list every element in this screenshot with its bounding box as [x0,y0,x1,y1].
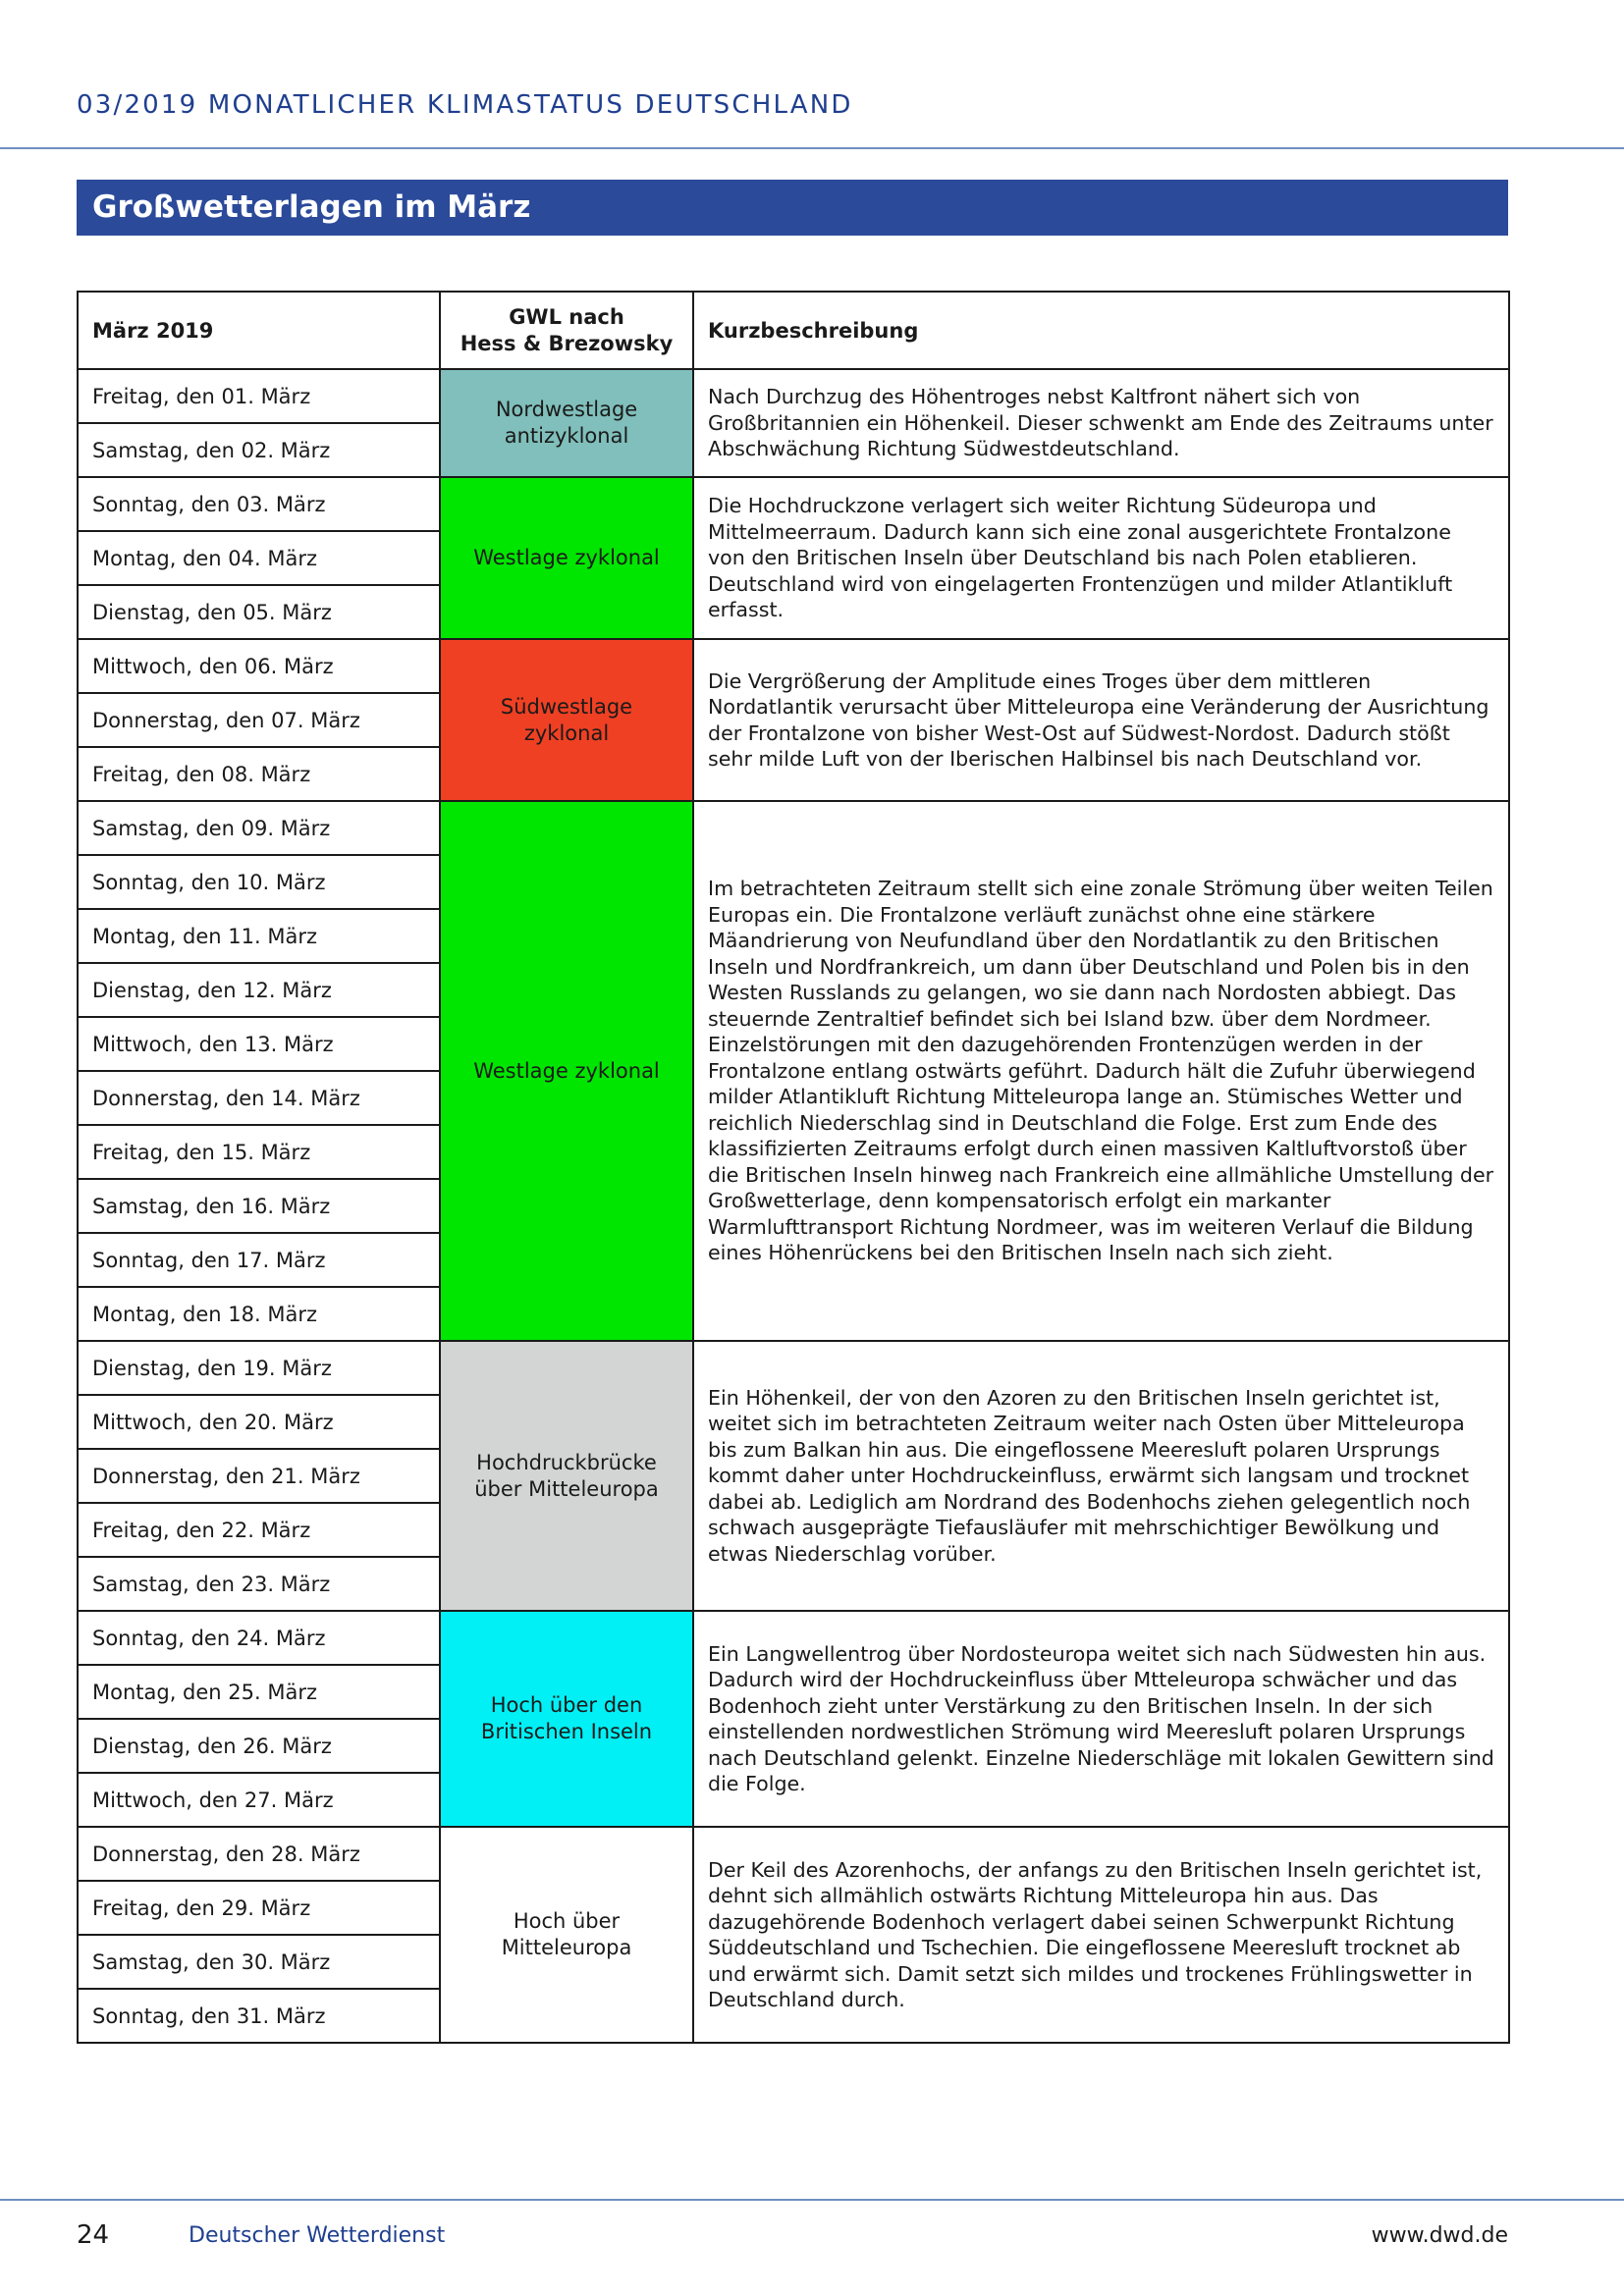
gwl-table [77,291,1510,2044]
date-cell: Freitag, den 15. März [78,1125,440,1179]
date-cell: Freitag, den 29. März [78,1881,440,1935]
description-cell: Im betrachteten Zeitraum stellt sich eine zonale Strömung über weiten Teilen Europas ein. Die Frontalzone verläuft zunächst ohne eine stärkere Mäandrierung von Neufundland über den Nordatlantik zu den Britischen Inseln und Nordfrankreich, um dann über Deutschland und Polen bis in den Westen Russlands zu gelangen, wo sie dann nach Nordosten abbiegt. Das steuernde Zentraltief befindet sich bei Island bzw. über dem Nordmeer. Einzelstörungen mit den dazugehörenden Frontenzügen werden in der Frontalzone entlang ostwärts geführt. Dadurch hält die Zufuhr überwiegend milder Atlantikluft Richtung Mitteleuropa lange an. Stümisches Wetter und reichlich Niederschlag sind in Deutschland die Folge. Erst zum Ende des klassifizierten Zeitraums erfolgt durch einen massiven Kaltluftvorstoß über die Britischen Inseln hinweg nach Frankreich eine allmähliche Umstellung der Großwetterlage, denn kompensatorisch erfolgt ein markanter Warmlufttransport Richtung Nordmeer, was im weiteren Verlauf die Bildung eines Höhenrückens bei den Britischen Inseln nach sich zieht. [693,801,1509,1341]
website-url: www.dwd.de [1371,2223,1508,2248]
gwl-type-label: antizyklonal [504,424,629,448]
gwl-type-label: Südwestlage [500,694,633,719]
table-row [78,639,1509,693]
description-cell: Die Hochdruckzone verlagert sich weiter Richtung Südeuropa und Mittelmeerraum. Dadurch kann sich eine zonal ausgerichtete Frontalzone von den Britischen Inseln über Deutschland bis nach Polen etablieren. Deutschland wird von eingelagerten Frontenzügen und milder Atlantikluft erfasst. [693,477,1509,639]
gwl-type-cell [440,1341,693,1611]
date-cell: Dienstag, den 26. März [78,1719,440,1773]
gwl-type-label: Westlage zyklonal [473,1058,660,1083]
date-cell: Dienstag, den 19. März [78,1341,440,1395]
date-cell: Sonntag, den 24. März [78,1611,440,1665]
table-row [78,1827,1509,1881]
header-gwl-line2: Hess & Brezowsky [460,331,674,355]
date-cell: Montag, den 04. März [78,531,440,585]
gwl-type-label: Mitteleuropa [501,1936,632,1959]
date-cell: Samstag, den 30. März [78,1935,440,1989]
date-cell: Samstag, den 23. März [78,1557,440,1611]
gwl-type-cell [440,801,693,1341]
gwl-type-cell [440,369,693,477]
date-cell: Samstag, den 09. März [78,801,440,855]
date-cell: Dienstag, den 05. März [78,585,440,639]
gwl-type-cell [440,477,693,639]
table-header-row [78,292,1509,369]
gwl-type-cell [440,1827,693,2043]
gwl-type-label: Westlage zyklonal [473,546,660,569]
date-cell: Samstag, den 16. März [78,1179,440,1233]
header-description: Kurzbeschreibung [693,292,1509,369]
date-cell: Mittwoch, den 13. März [78,1017,440,1071]
description-cell: Nach Durchzug des Höhentroges nebst Kaltfront nähert sich von Großbritannien ein Höhenkeil. Dieser schwenkt am Ende des Zeitraums unter Abschwächung Richtung Südwestdeutschland. [693,369,1509,477]
header-gwl [440,292,693,369]
gwl-type-label: Hoch über [513,1909,621,1933]
gwl-type-label: Britischen Inseln [480,1720,653,1743]
date-cell: Freitag, den 01. März [78,369,440,423]
header-gwl-line1: GWL nach [509,304,624,329]
page-number: 24 [77,2220,110,2250]
date-cell: Sonntag, den 17. März [78,1233,440,1287]
date-cell: Sonntag, den 10. März [78,855,440,909]
header-divider [0,147,1624,149]
date-cell: Mittwoch, den 06. März [78,639,440,693]
gwl-type-label: Hoch über den [490,1693,643,1717]
date-cell: Donnerstag, den 07. März [78,693,440,747]
date-cell: Mittwoch, den 27. März [78,1773,440,1827]
table-row [78,1611,1509,1665]
gwl-type-label: Nordwestlage [495,398,638,421]
header-date: März 2019 [78,292,440,369]
table-row [78,369,1509,423]
gwl-type-cell [440,639,693,801]
date-cell: Freitag, den 08. März [78,747,440,801]
date-cell: Donnerstag, den 28. März [78,1827,440,1881]
table-row [78,801,1509,855]
table-body [78,369,1509,2043]
date-cell: Montag, den 25. März [78,1665,440,1719]
date-cell: Samstag, den 02. März [78,423,440,477]
description-cell: Der Keil des Azorenhochs, der anfangs zu den Britischen Inseln gerichtet ist, dehnt sich allmählich ostwärts Richtung Mitteleuropa hin aus. Das dazugehörende Bodenhoch verlagert dabei seinen Schwerpunkt Richtung Süddeutschland und Tschechien. Die eingeflossene Meeresluft trocknet ab und erwärmt sich. Damit setzt sich mildes und trockenes Frühlingswetter in Deutschland durch. [693,1827,1509,2043]
gwl-type-cell [440,1611,693,1827]
date-cell: Dienstag, den 12. März [78,963,440,1017]
date-cell: Donnerstag, den 21. März [78,1449,440,1503]
date-cell: Sonntag, den 03. März [78,477,440,531]
description-cell: Ein Höhenkeil, der von den Azoren zu den Britischen Inseln gerichtet ist, weitet sich im betrachteten Zeitraum weiter nach Osten über Mitteleuropa bis zum Balkan hin aus. Die eingeflossene Meeresluft polaren Ursprungs kommt daher unter Hochdruckeinfluss, erwärmt sich langsam und trocknet dabei ab. Lediglich am Nordrand des Bodenhochs ziehen gelegentlich noch schwach ausgeprägte Tiefausläufer mit mehrschichtiger Bewölkung und etwas Niederschlag vorüber. [693,1341,1509,1611]
date-cell: Sonntag, den 31. März [78,1989,440,2043]
description-cell: Ein Langwellentrog über Nordosteuropa weitet sich nach Südwesten hin aus. Dadurch wird der Hochdruckeinfluss über Mtteleuropa schwächer und das Bodenhoch zieht unter Verstärkung zu den Britischen Inseln. In der sich einstellenden nordwestlichen Strömung wird Meeresluft polaren Ursprungs nach Deutschland gelenkt. Einzelne Niederschläge mit lokalen Gewittern sind die Folge. [693,1611,1509,1827]
date-cell: Freitag, den 22. März [78,1503,440,1557]
gwl-type-label: zyklonal [523,721,610,745]
publisher-name: Deutscher Wetterdienst [189,2223,446,2248]
gwl-type-label: über Mitteleuropa [474,1476,659,1501]
table-row [78,1341,1509,1395]
footer-divider [0,2199,1624,2201]
table-row [78,477,1509,531]
date-cell: Montag, den 18. März [78,1287,440,1341]
date-cell: Montag, den 11. März [78,909,440,963]
date-cell: Donnerstag, den 14. März [78,1071,440,1125]
date-cell: Mittwoch, den 20. März [78,1395,440,1449]
description-cell: Die Vergrößerung der Amplitude eines Troges über dem mittleren Nordatlantik verursacht über Mitteleuropa eine Veränderung der Ausrichtung der Frontalzone von bisher West-Ost auf Südwest-Nordost. Dadurch stößt sehr milde Luft von der Iberischen Halbinsel bis nach Deutschland vor. [693,639,1509,801]
running-title: 03/2019 MONATLICHER KLIMASTATUS DEUTSCHLAND [77,90,853,120]
section-title: Großwetterlagen im März [77,180,1508,236]
gwl-type-label: Hochdruckbrücke [476,1450,657,1474]
